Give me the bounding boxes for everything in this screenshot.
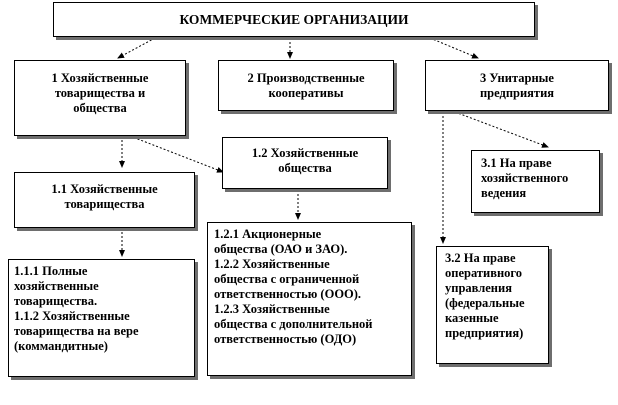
node-3-2-line: предприятия) bbox=[445, 326, 524, 340]
node-1-2-list-line: общества (ОАО и ЗАО). bbox=[214, 242, 348, 256]
node-1-2-list-line: ответственностью (ОДО) bbox=[214, 332, 357, 346]
node-3-2-line: казенные bbox=[445, 311, 499, 325]
node-3-2 bbox=[436, 246, 549, 364]
node-1-1-list bbox=[8, 259, 195, 377]
node-1-1-list-line: 1.1.1 Полные bbox=[14, 264, 88, 278]
node-1-1-list-line: товарищества. bbox=[14, 294, 98, 308]
node-3-2-line: 3.2 На праве bbox=[445, 251, 516, 265]
node-1-line: общества bbox=[73, 101, 127, 115]
node-3 bbox=[425, 60, 609, 111]
node-1-2-list-line: 1.2.2 Хозяйственные bbox=[214, 257, 330, 271]
node-3-2-line: оперативного bbox=[445, 266, 523, 280]
arrow-n3-to-n3-1 bbox=[455, 112, 548, 147]
node-1-1-list-line: хозяйственные bbox=[14, 279, 99, 293]
arrow-root-to-n3 bbox=[430, 38, 478, 58]
node-1-2-list-line: общества с ограниченной bbox=[214, 272, 360, 286]
node-3-2-line: управления bbox=[445, 281, 512, 295]
node-3-2-line: (федеральные bbox=[445, 296, 525, 310]
node-3-1-line: 3.1 На праве bbox=[481, 156, 552, 170]
node-1-2 bbox=[222, 137, 388, 189]
node-1-2-list bbox=[207, 222, 412, 376]
node-1-2-list-line: 1.2.1 Акционерные bbox=[214, 227, 322, 241]
node-1-2-list-line: ответственностью (ООО). bbox=[214, 287, 362, 301]
node-3-line: предприятия bbox=[479, 86, 555, 100]
node-1-1-list-line: товарищества на вере bbox=[14, 324, 139, 338]
node-2 bbox=[218, 60, 394, 111]
node-1-1-line: 1.1 Хозяйственные bbox=[51, 182, 158, 196]
node-1-1-line: товарищества bbox=[64, 197, 145, 211]
node-1-2-list-line: 1.2.3 Хозяйственные bbox=[214, 302, 330, 316]
node-root bbox=[53, 2, 535, 37]
arrow-n1-to-n1-2 bbox=[130, 136, 223, 172]
node-1-2-list-line: общества с дополнительной bbox=[214, 317, 373, 331]
node-3-1-line: ведения bbox=[481, 186, 527, 200]
node-1-line: 1 Хозяйственные bbox=[51, 71, 149, 85]
node-3-line: 3 Унитарные bbox=[480, 71, 554, 85]
node-1-2-line: общества bbox=[278, 161, 332, 175]
node-1-line: товарищества и bbox=[54, 86, 146, 100]
node-3-1 bbox=[471, 150, 600, 213]
node-1-1 bbox=[14, 172, 195, 228]
arrow-root-to-n1 bbox=[118, 38, 155, 58]
node-3-1-line: хозяйственного bbox=[481, 171, 569, 185]
node-1-1-list-line: (коммандитные) bbox=[14, 339, 108, 353]
node-2-line: кооперативы bbox=[268, 86, 344, 100]
node-2-line: 2 Производственные bbox=[247, 71, 365, 85]
node-root-line: КОММЕРЧЕСКИЕ ОРГАНИЗАЦИИ bbox=[179, 12, 409, 27]
node-1 bbox=[14, 60, 186, 136]
node-1-2-line: 1.2 Хозяйственные bbox=[251, 146, 359, 160]
node-1-1-list-line: 1.1.2 Хозяйственные bbox=[14, 309, 130, 323]
